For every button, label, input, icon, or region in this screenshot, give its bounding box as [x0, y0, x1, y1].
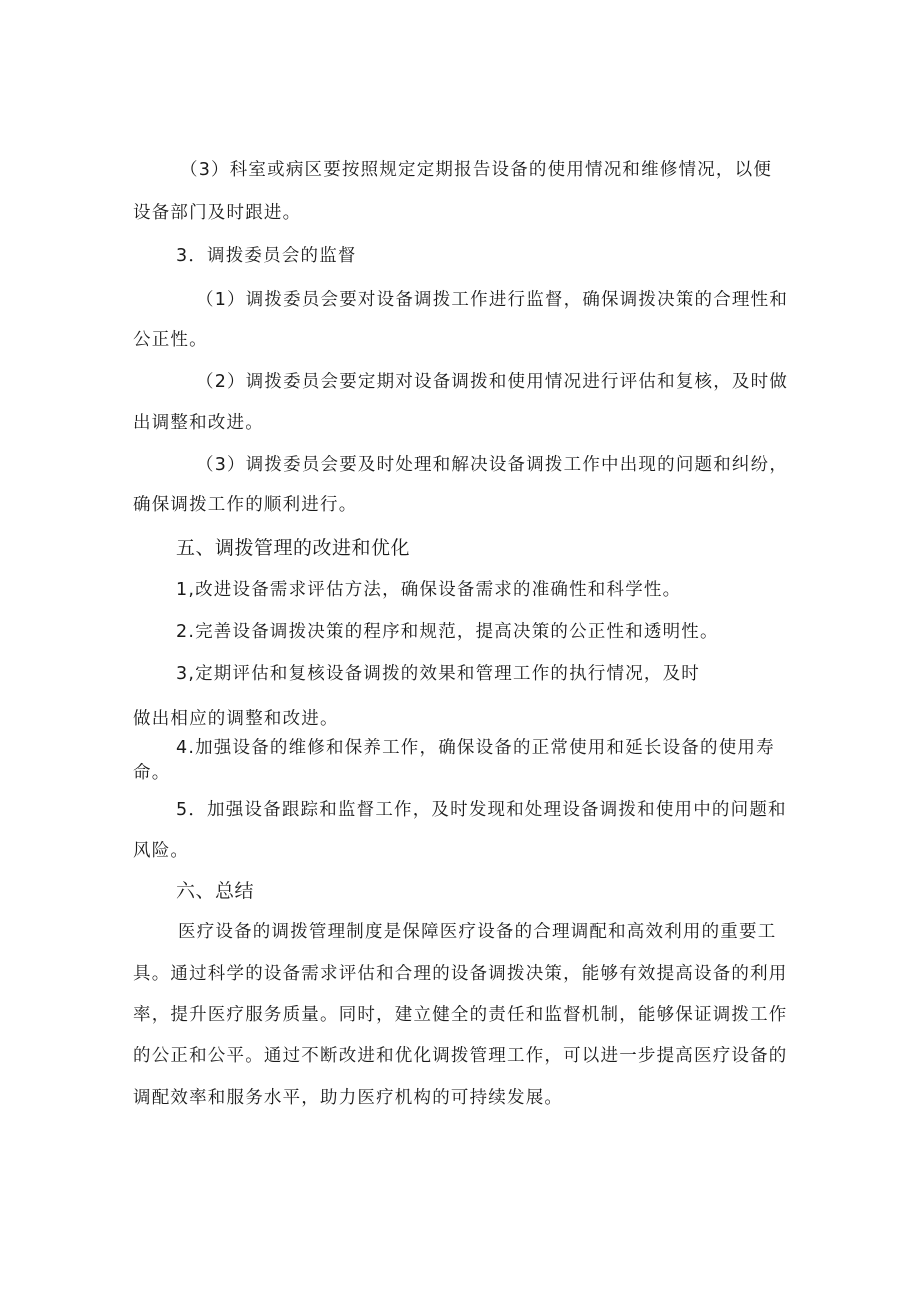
paragraph-line: （1）调拨委员会要对设备调拨工作进行监督，确保调拨决策的合理性和 — [196, 290, 789, 310]
section-title: 六、总结 — [176, 880, 255, 902]
list-item-continuation: 做出相应的调整和改进。 — [133, 709, 339, 729]
paragraph-line: （2）调拨委员会要定期对设备调拨和使用情况进行评估和复核，及时做 — [196, 372, 789, 392]
paragraph-line: 出调整和改进。 — [133, 413, 264, 433]
list-item-continuation: 命。 — [133, 763, 171, 783]
paragraph-line: 的公正和公平。通过不断改进和优化调拨管理工作，可以进一步提高医疗设备的 — [133, 1046, 788, 1066]
list-item: 5．加强设备跟踪和监督工作，及时发现和处理设备调拨和使用中的问题和 — [176, 800, 787, 820]
paragraph-line: 医疗设备的调拨管理制度是保障医疗设备的合理调配和高效利用的重要工 — [178, 922, 777, 942]
paragraph-line: 设备部门及时跟进。 — [133, 203, 302, 223]
list-item: 3,定期评估和复核设备调拨的效果和管理工作的执行情况，及时 — [176, 664, 700, 684]
subsection-title: 3．调拨委员会的监督 — [176, 246, 357, 266]
paragraph-line: 确保调拨工作的顺利进行。 — [133, 495, 358, 515]
paragraph-line: 调配效率和服务水平，助力医疗机构的可持续发展。 — [133, 1088, 564, 1108]
paragraph-line: 公正性。 — [133, 330, 208, 350]
paragraph-line: （3）科室或病区要按照规定定期报告设备的使用情况和维修情况，以便 — [180, 160, 773, 180]
list-item: 1,改进设备需求评估方法，确保设备需求的准确性和科学性。 — [176, 580, 682, 600]
paragraph-line: 率，提升医疗服务质量。同时，建立健全的责任和监督机制，能够保证调拨工作 — [133, 1005, 788, 1025]
paragraph-line: 具。通过科学的设备需求评估和合理的设备调拨决策，能够有效提高设备的利用 — [133, 964, 788, 984]
list-item-continuation: 风险。 — [133, 841, 190, 861]
paragraph-line: （3）调拨委员会要及时处理和解决设备调拨工作中出现的问题和纠纷， — [196, 455, 789, 475]
list-item: 2.完善设备调拨决策的程序和规范，提高决策的公正性和透明性。 — [176, 622, 719, 642]
section-title: 五、调拨管理的改进和优化 — [176, 537, 411, 559]
list-item: 4.加强设备的维修和保养工作，确保设备的正常使用和延长设备的使用寿 — [176, 738, 775, 758]
